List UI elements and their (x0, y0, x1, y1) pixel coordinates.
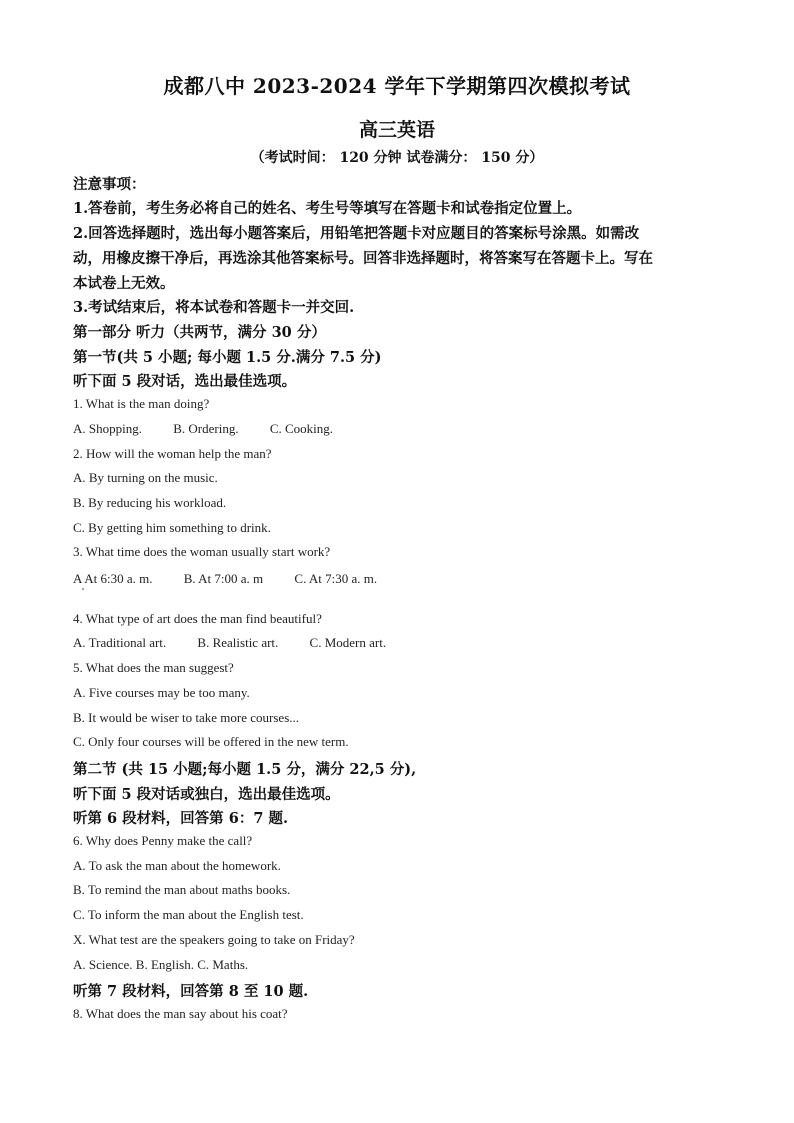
question-2-option-c: C. By getting him something to drink. (73, 520, 271, 535)
option-b: B. Realistic art. (197, 635, 279, 650)
section2-instruction: 听下面 5 段对话或独白，选出最佳选项。 (73, 786, 340, 803)
option-a: A At 6:30 a. m. (73, 571, 153, 586)
question-6-option-a: A. To ask the man about the homework. (73, 858, 281, 873)
question-2-option-b: B. By reducing his workload. (73, 495, 227, 510)
question-3-stem: 3. What time does the woman usually start work? (73, 544, 331, 559)
option-a: A. Shopping. (73, 421, 142, 436)
question-8-stem: 8. What does the man say about his coat? (73, 1006, 288, 1021)
part1-heading: 第一部分 听力（共两节，满分 30 分） (73, 324, 326, 341)
question-5-option-b: B. It would be wiser to take more courses... (73, 710, 300, 725)
question-5-option-c: C. Only four courses will be offered in the new term. (73, 734, 349, 749)
note-item-3: 3.考试结束后，将本试卷和答题卡一并交回. (73, 299, 355, 316)
question-1-options (73, 421, 333, 437)
question-7-options: A. Science. B. English. C. Maths. (73, 957, 249, 972)
question-3-options (73, 571, 377, 587)
question-6-option-c: C. To inform the man about the English test. (73, 907, 304, 922)
option-a: A. Traditional art. (73, 635, 167, 650)
scan-speck (82, 588, 84, 590)
notes-heading: 注意事项： (73, 176, 146, 193)
question-2-stem: 2. How will the woman help the man? (73, 446, 272, 461)
section1-instruction: 听下面 5 段对话，选出最佳选项。 (73, 373, 297, 390)
option-b: B. At 7:00 a. m (183, 571, 264, 586)
question-2-option-a: A. By turning on the music. (73, 470, 218, 485)
note-item-1: 1.答卷前，考生务必将自己的姓名、考生号等填写在答题卡和试卷指定位置上。 (73, 200, 582, 217)
option-c: C. At 7:30 a. m. (294, 571, 378, 586)
exam-title: 成都八中 2023-2024 学年下学期第四次模拟考试 (163, 74, 631, 98)
option-c: C. Modern art. (309, 635, 387, 650)
section2-heading: 第二节 (共 15 小题;每小题 1.5 分，满分 22,5 分), (73, 761, 417, 778)
question-5-stem: 5. What does the man suggest? (73, 660, 234, 675)
question-5-option-a: A. Five courses may be too many. (73, 685, 250, 700)
question-4-stem: 4. What type of art does the man find beautiful? (73, 611, 322, 626)
exam-info: （考试时间： 120 分钟 试卷满分： 150 分） (250, 150, 544, 166)
question-4-options (73, 635, 386, 651)
question-6-stem: 6. Why does Penny make the call? (73, 833, 253, 848)
material-7-heading: 听第 7 段材料，回答第 8 至 10 题. (73, 983, 309, 1000)
question-6-option-b: B. To remind the man about maths books. (73, 882, 291, 897)
question-1-stem: 1. What is the man doing? (73, 396, 210, 411)
section1-heading: 第一节(共 5 小题; 每小题 1.5 分.满分 7.5 分) (73, 349, 382, 366)
note-item-2-line-1: 2.回答选择题时，选出每小题答案后，用铅笔把答题卡对应题目的答案标号涂黑。如需改 (73, 225, 640, 242)
note-item-2-line-3: 本试卷上无效。 (73, 275, 175, 292)
subject-title: 高三英语 (358, 119, 435, 141)
question-7-stem: X. What test are the speakers going to take on Friday? (73, 932, 355, 947)
option-b: B. Ordering. (173, 421, 239, 436)
note-item-2-line-2: 动，用橡皮擦干净后，再选涂其他答案标号。回答非选择题时，将答案写在答题卡上。写在 (73, 250, 653, 267)
material-6-heading: 听第 6 段材料，回答第 6：7 题. (73, 810, 289, 827)
option-c: C. Cooking. (269, 421, 334, 436)
